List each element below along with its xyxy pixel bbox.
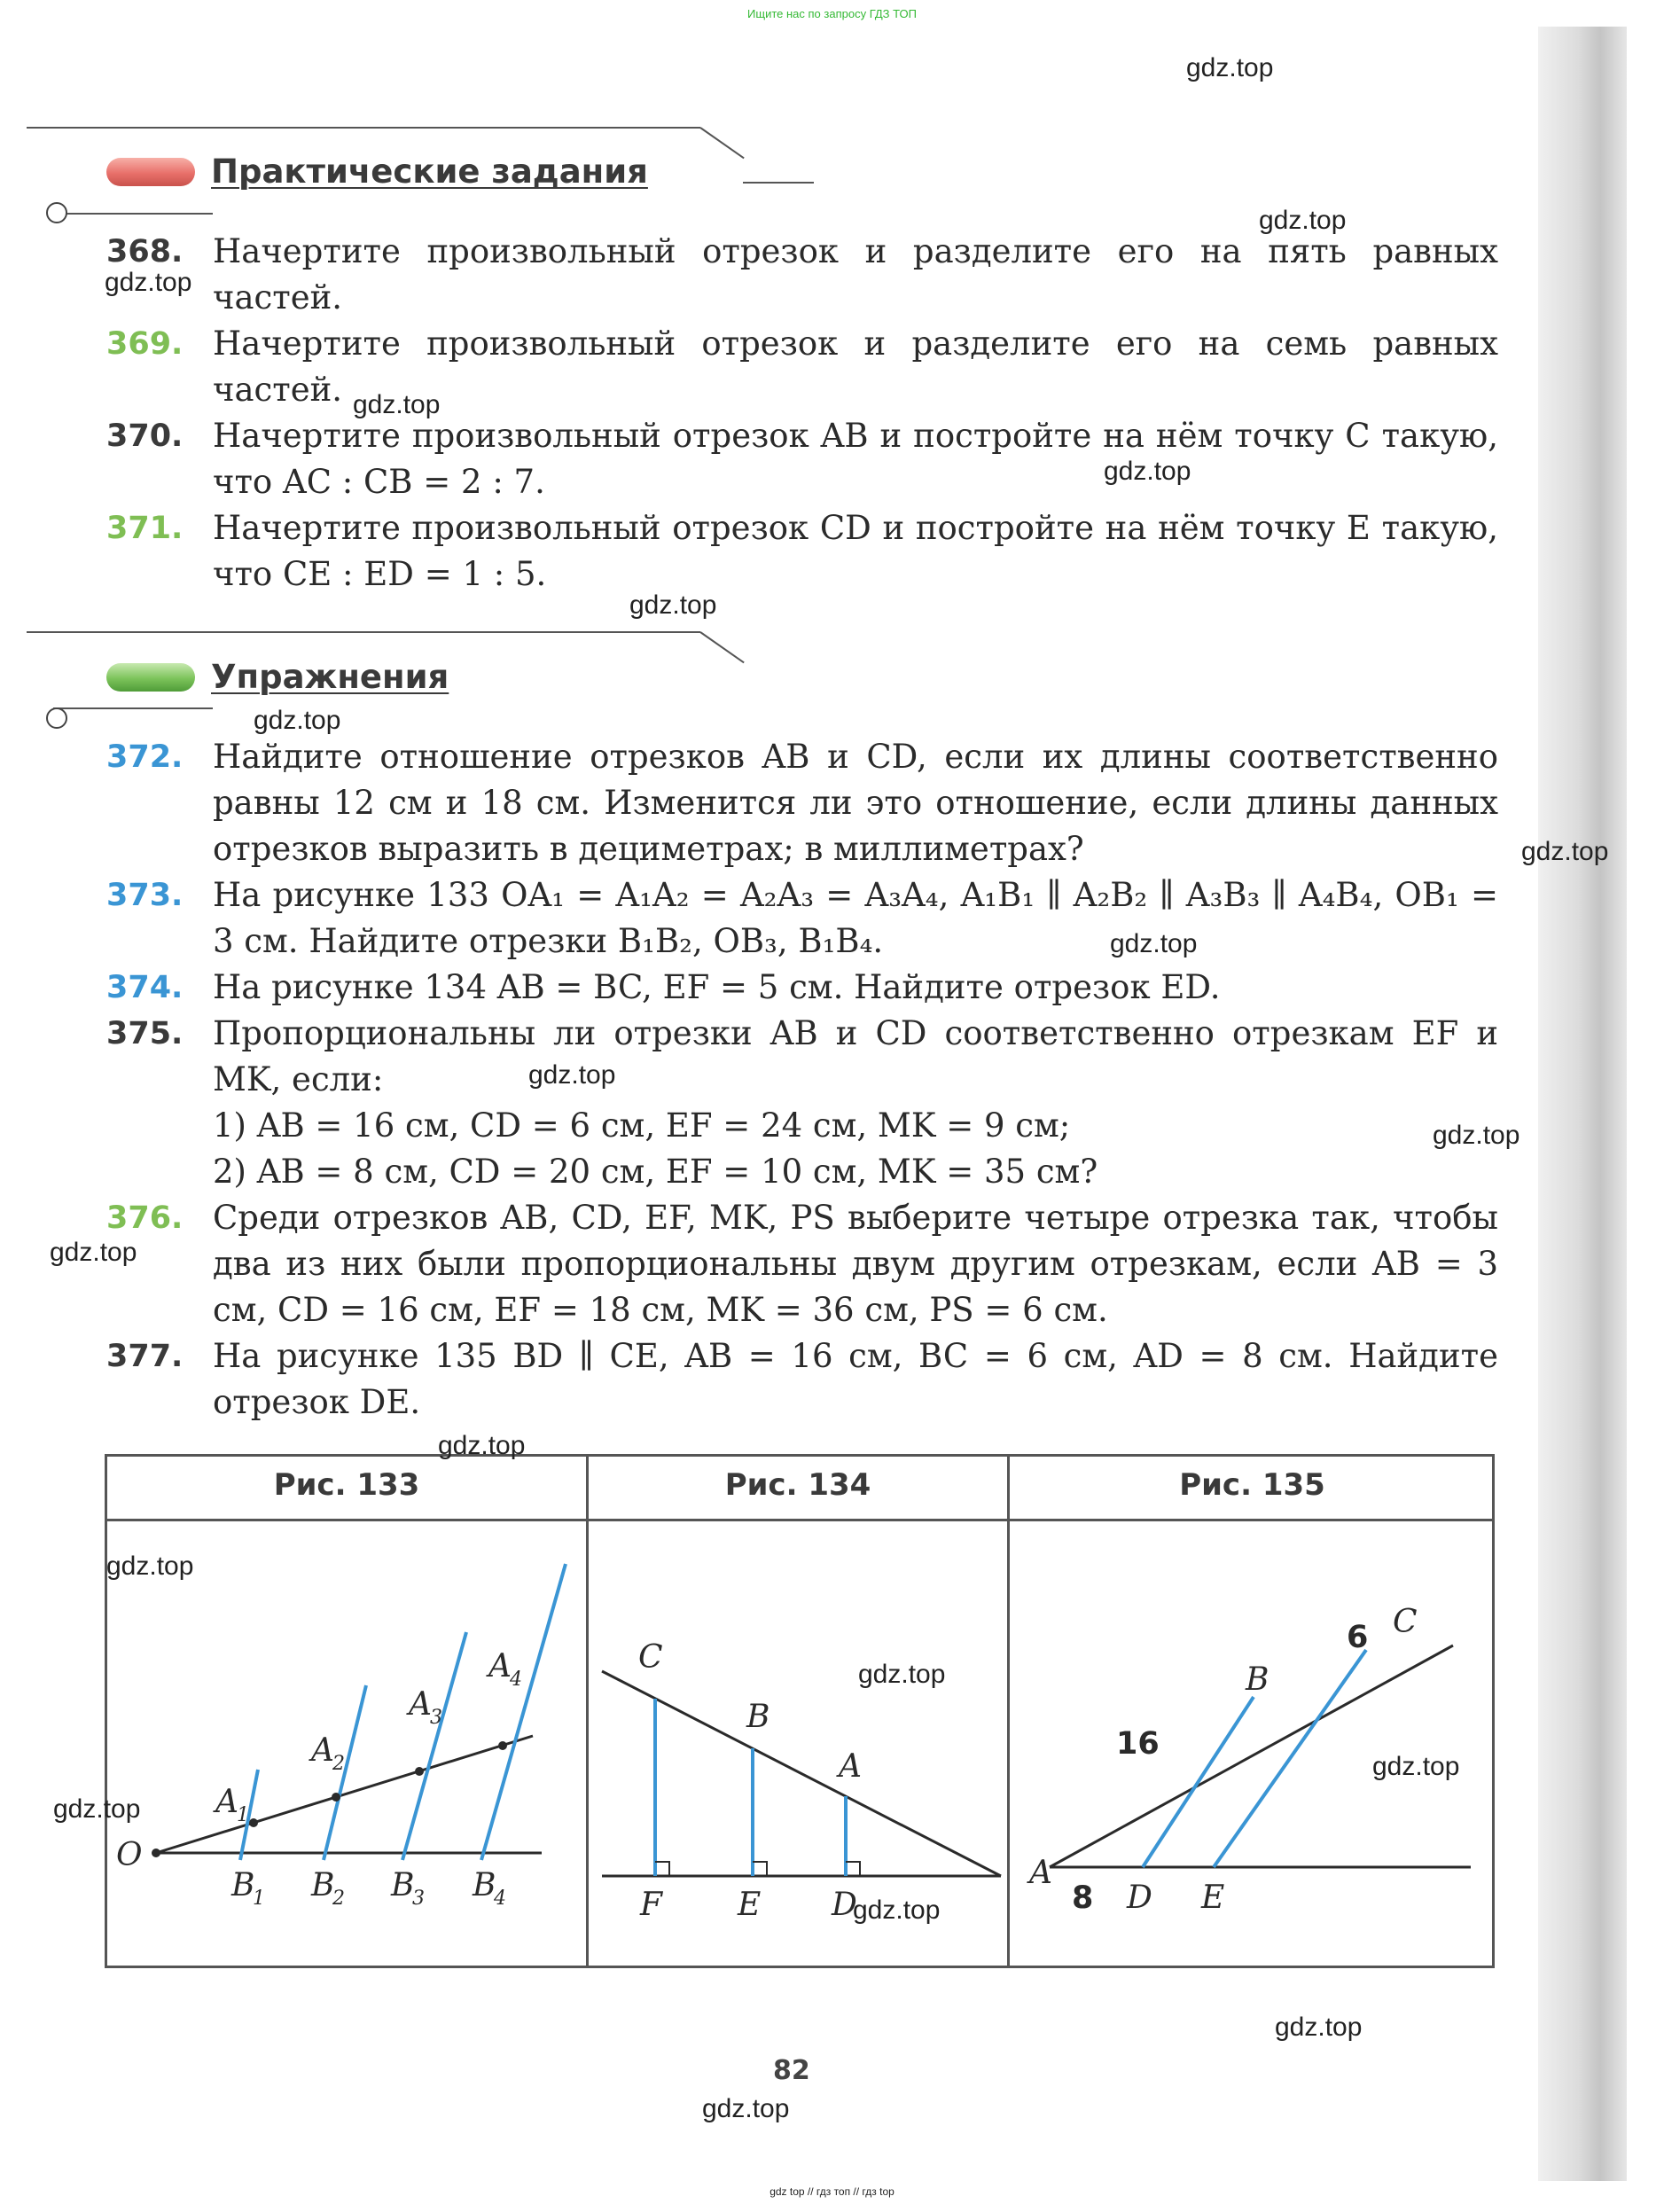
figure-135-drawing	[1010, 1521, 1495, 1965]
figure-133-title: Рис. 133	[273, 1467, 420, 1503]
task-number: 368.	[106, 234, 184, 270]
bottom-note: gdz top // гдз топ // гдз top	[770, 2185, 894, 2198]
task-item-2: 2) AB = 8 см, CD = 20 см, EF = 10 см, MK = 35 см?	[213, 1153, 1098, 1191]
task-text: Пропорциональны ли отрезки AB и CD соответственно отрезкам EF и MK, если:	[213, 1014, 1498, 1098]
point-a2	[332, 1793, 340, 1802]
label-b: B	[391, 1867, 415, 1903]
label-b-sub: 3	[412, 1888, 425, 1910]
practical-header-line	[27, 127, 700, 129]
label-b: B	[746, 1699, 770, 1735]
task-number: 374.	[106, 970, 184, 1005]
line-a4b4	[481, 1564, 566, 1860]
label-f: F	[640, 1887, 662, 1923]
task-number: 373.	[106, 878, 184, 913]
label-a-sub: 3	[430, 1707, 442, 1729]
watermark: gdz.top	[629, 590, 717, 620]
label-b-sub: 2	[332, 1888, 345, 1910]
label-a: A	[311, 1732, 334, 1769]
task-number: 377.	[106, 1339, 184, 1374]
label-b: B	[231, 1867, 255, 1903]
label-a: A	[1029, 1855, 1052, 1891]
label-d: D	[1127, 1880, 1152, 1916]
point-o	[152, 1849, 160, 1857]
task-text: На рисунке 135 BD ∥ CE, AB = 16 см, BC = 6 см, AD = 8 см. Найдите отрезок DE.	[213, 1337, 1498, 1421]
watermark: gdz.top	[1186, 53, 1274, 82]
exercises-header-circle	[46, 707, 67, 729]
label-b: B	[1246, 1661, 1269, 1698]
task-text: На рисунке 134 AB = BC, EF = 5 см. Найдите отрезок ED.	[213, 968, 1221, 1006]
label-length-ad: 8	[1072, 1880, 1094, 1916]
label-length-ab: 16	[1116, 1726, 1160, 1762]
watermark: gdz.top	[858, 1660, 946, 1689]
exercises-header-bottom	[53, 707, 213, 709]
watermark: gdz.top	[1521, 837, 1609, 866]
practical-section-title: Практические задания	[211, 152, 648, 191]
watermark: gdz.top	[702, 2094, 790, 2123]
watermark: gdz.top	[50, 1238, 137, 1267]
label-a: A	[488, 1648, 512, 1684]
label-o: O	[116, 1837, 143, 1873]
task-number: 375.	[106, 1016, 184, 1051]
exercises-section-title: Упражнения	[211, 658, 449, 696]
task-text: Начертите произвольный отрезок и разделите его на семь равных частей.	[213, 324, 1498, 409]
label-a-sub: 2	[332, 1753, 345, 1775]
figures-table	[105, 1454, 1495, 1968]
practical-header-bend	[699, 127, 744, 159]
task-text: На рисунке 133 OA₁ = A₁A₂ = A₂A₃ = A₃A₄, A₁B₁ ∥ A₂B₂ ∥ A₃B₃ ∥ A₄B₄, OB₁ = 3 см. Найдите отрезки B₁B₂, OB₃, B₁B₄.	[213, 876, 1498, 960]
book-spine-shadow	[1538, 27, 1627, 2181]
watermark: gdz.top	[1433, 1121, 1520, 1150]
label-b: B	[473, 1867, 496, 1903]
task-item-1: 1) AB = 16 см, CD = 6 см, EF = 24 см, MK = 9 см;	[213, 1106, 1071, 1145]
watermark: gdz.top	[1259, 206, 1347, 235]
right-angle-f	[655, 1862, 669, 1876]
task-text: Найдите отношение отрезков AB и CD, если их длины соответственно равны 12 см и 18 см. Изменится ли это отношение, если длины данных отрезков выразить в дециметрах; в миллиметрах?	[213, 738, 1498, 868]
line-a2b2	[324, 1685, 366, 1860]
practical-header-bottom	[53, 213, 213, 215]
task-number: 369.	[106, 326, 184, 362]
task-text: Начертите произвольный отрезок и разделите его на пять равных частей.	[213, 232, 1498, 317]
right-angle-e	[753, 1862, 767, 1876]
figure-135-title: Рис. 135	[1179, 1467, 1325, 1503]
practical-header-circle	[46, 202, 67, 223]
label-e: E	[738, 1887, 762, 1923]
watermark: gdz.top	[528, 1060, 616, 1090]
label-a: A	[215, 1784, 238, 1820]
point-a4	[498, 1741, 507, 1750]
task-number: 371.	[106, 511, 184, 546]
figure-134-drawing	[589, 1521, 1007, 1965]
task-text: Начертите произвольный отрезок AB и постройте на нём точку C такую, что AC : CB = 2 : 7.	[213, 417, 1498, 501]
label-b: B	[311, 1867, 335, 1903]
label-a: A	[839, 1748, 862, 1785]
point-a1	[249, 1818, 258, 1827]
watermark: gdz.top	[254, 706, 341, 735]
line-ce	[1214, 1650, 1366, 1867]
practical-pill-icon	[106, 158, 195, 186]
label-a: A	[409, 1686, 432, 1723]
task-number: 370.	[106, 418, 184, 454]
exercises-pill-icon	[106, 663, 195, 692]
exercises-header-bend	[699, 631, 744, 663]
label-b-sub: 1	[253, 1888, 265, 1910]
watermark: gdz.top	[1372, 1752, 1460, 1781]
watermark: gdz.top	[438, 1431, 526, 1460]
watermark: gdz.top	[1275, 2013, 1363, 2042]
top-note: Ищите нас по запросу ГДЗ ТОП	[747, 7, 917, 20]
line-ca	[602, 1671, 1001, 1876]
point-a3	[415, 1767, 424, 1776]
line-a3b3	[402, 1632, 466, 1860]
label-c: C	[1393, 1604, 1418, 1640]
figure-133-drawing	[107, 1521, 586, 1965]
label-a-sub: 1	[237, 1804, 249, 1826]
label-b-sub: 4	[494, 1888, 506, 1910]
watermark: gdz.top	[105, 268, 192, 297]
right-angle-d	[846, 1862, 860, 1876]
line-bd	[1143, 1697, 1254, 1867]
task-text: Начертите произвольный отрезок CD и постройте на нём точку E такую, что CE : ED = 1 : 5.	[213, 509, 1498, 593]
label-c: C	[638, 1639, 663, 1676]
label-e: E	[1201, 1880, 1225, 1916]
watermark: gdz.top	[853, 1895, 941, 1925]
task-number: 372.	[106, 739, 184, 775]
exercises-header-line	[27, 631, 700, 633]
watermark: gdz.top	[1110, 929, 1198, 958]
task-text: Среди отрезков AB, CD, EF, MK, PS выберите четыре отрезка так, чтобы два из них были пропорциональны двум другим отрезкам, если AB = 3 см, CD = 16 см, EF = 18 см, MK = 36 см, PS = 6 см.	[213, 1199, 1498, 1329]
watermark: gdz.top	[1104, 457, 1191, 486]
label-d: D	[832, 1887, 857, 1923]
label-a-sub: 4	[510, 1669, 522, 1691]
watermark: gdz.top	[106, 1552, 194, 1581]
watermark: gdz.top	[353, 390, 441, 419]
page-number: 82	[773, 2055, 810, 2086]
label-length-bc: 6	[1347, 1620, 1369, 1655]
watermark: gdz.top	[53, 1794, 141, 1824]
figure-134-title: Рис. 134	[724, 1467, 871, 1503]
practical-header-tail	[743, 182, 814, 184]
task-number: 376.	[106, 1200, 184, 1236]
